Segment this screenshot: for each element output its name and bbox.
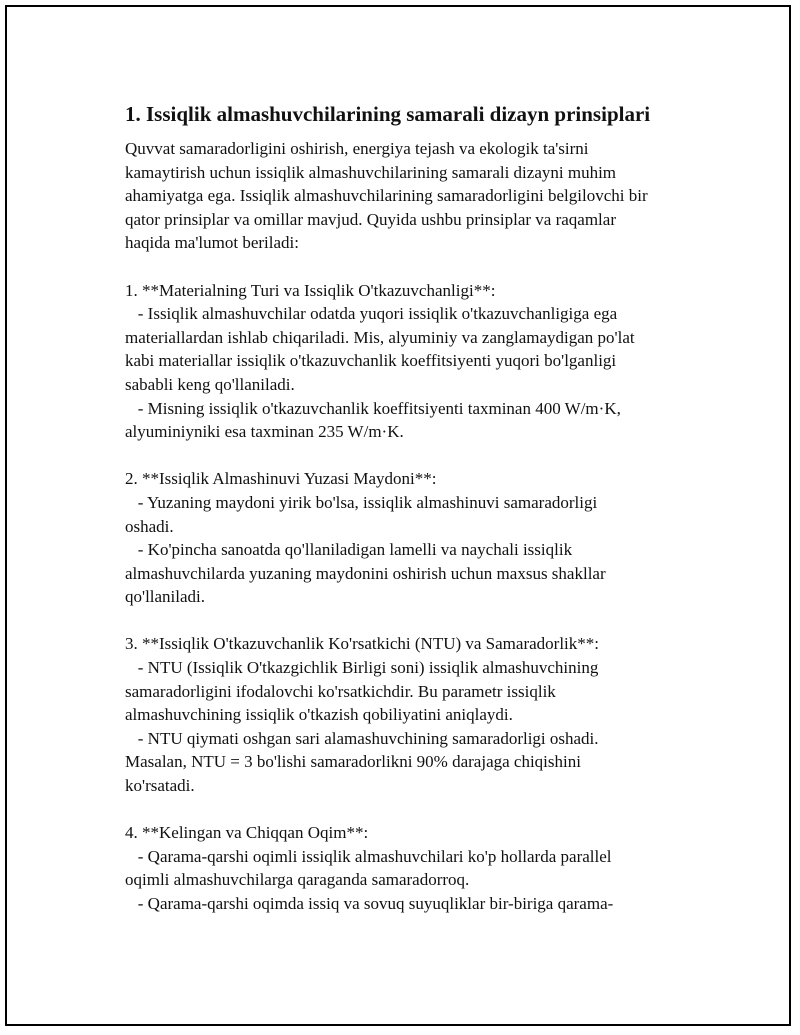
text-line: kabi materiallar issiqlik o'tkazuvchanlik koeffitsiyenti yuqori bo'lganligi xyxy=(125,351,617,371)
text-line: materiallardan ishlab chiqariladi. Mis, alyuminiy va zanglamaydigan po'lat xyxy=(125,327,635,347)
text-line: 2. **Issiqlik Almashinuvi Yuzasi Maydoni**: xyxy=(125,469,437,489)
text-line: 4. **Kelingan va Chiqqan Oqim**: xyxy=(125,823,369,843)
text-line: haqida ma'lumot beriladi: xyxy=(125,233,299,253)
text-line: - Misning issiqlik o'tkazuvchanlik koeffitsiyenti taxminan 400 W/m·K, xyxy=(125,398,621,418)
blank-line xyxy=(125,255,705,279)
paragraph-lines xyxy=(125,137,705,916)
text-line: - Issiqlik almashuvchilar odatda yuqori issiqlik o'tkazuvchanligiga ega xyxy=(125,304,618,324)
blank-line xyxy=(125,444,705,468)
text-line: almashuvchining issiqlik o'tkazish qobiliyatini aniqlaydi. xyxy=(125,705,513,725)
text-line: kamaytirish uchun issiqlik almashuvchilarining samarali dizayni muhim xyxy=(125,162,617,182)
text-line: - NTU (Issiqlik O'tkazgichlik Birligi soni) issiqlik almashuvchining xyxy=(125,658,599,678)
text-line: Quvvat samaradorligini oshirish, energiya tejash va ekologik ta'sirni xyxy=(125,139,589,158)
text-line: - Qarama-qarshi oqimli issiqlik almashuvchilari ko'p hollarda parallel xyxy=(125,846,612,866)
text-line: ahamiyatga ega. Issiqlik almashuvchilarining samaradorligini belgilovchi bir xyxy=(125,186,648,206)
text-line: - Ko'pincha sanoatda qo'llaniladigan lamelli va naychali issiqlik xyxy=(125,540,573,560)
text-line: qator prinsiplar va omillar mavjud. Quyida ushbu prinsiplar va raqamlar xyxy=(125,209,616,229)
text-line: oshadi. xyxy=(125,516,174,536)
text-line: almashuvchilarda yuzaning maydonini oshirish uchun maxsus shakllar xyxy=(125,563,606,583)
text-line: - Yuzaning maydoni yirik bo'lsa, issiqlik almashinuvi samaradorligi xyxy=(125,492,598,512)
text-line: Masalan, NTU = 3 bo'lishi samaradorlikni 90% darajaga chiqishini xyxy=(125,752,581,772)
text-line: - NTU qiymati oshgan sari alamashuvchining samaradorligi oshadi. xyxy=(125,728,599,748)
blank-line xyxy=(125,798,705,822)
text-line: qo'llaniladi. xyxy=(125,587,206,607)
blank-line xyxy=(125,609,705,633)
text-line: - Qarama-qarshi oqimda issiq va sovuq suyuqliklar bir-biriga qarama- xyxy=(125,894,614,913)
section-heading: 1. Issiqlik almashuvchilarining samarali dizayn prinsiplari xyxy=(125,102,651,126)
page-frame xyxy=(5,5,791,1026)
text-line: samaradorligini ifodalovchi ko'rsatkichdir. Bu parametr issiqlik xyxy=(125,681,556,701)
text-line: oqimli almashuvchilarga qaraganda samaradorroq. xyxy=(125,870,470,890)
document-body xyxy=(125,99,705,916)
text-line: alyuminiyniki esa taxminan 235 W/m·K. xyxy=(125,422,404,442)
text-line: ko'rsatadi. xyxy=(125,776,195,796)
text-line: sababli keng qo'llaniladi. xyxy=(125,374,295,394)
text-line: 1. **Materialning Turi va Issiqlik O'tkazuvchanligi**: xyxy=(125,280,496,300)
text-line: 3. **Issiqlik O'tkazuvchanlik Ko'rsatkichi (NTU) va Samaradorlik**: xyxy=(125,634,599,654)
